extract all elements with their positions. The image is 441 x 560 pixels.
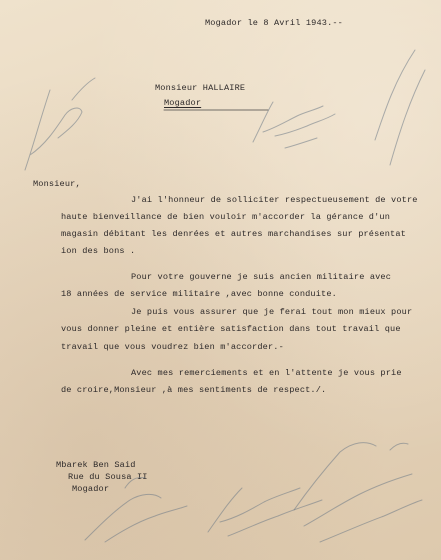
salutation: Monsieur, <box>33 179 81 189</box>
body-line: Pour votre gouverne je suis ancien militaire avec <box>131 272 392 282</box>
body-line: travail que vous voudrez bien m'accorder.- <box>61 342 284 352</box>
body-line: J'ai l'honneur de solliciter respectueusement de votre <box>131 195 418 205</box>
pencil-signature-bottom-right <box>280 430 430 555</box>
recipient-city: Mogador <box>164 98 202 108</box>
sender-street: Rue du Sousa II <box>68 472 148 482</box>
dateline: Mogador le 8 Avril 1943.-- <box>205 18 343 28</box>
body-line: 18 années de service militaire ,avec bonne conduite. <box>61 289 337 299</box>
body-line: haute bienveillance de bien vouloir m'accorder la gérance d'un <box>61 212 391 222</box>
pencil-signature-top-right <box>245 92 345 162</box>
body-line: Avec mes remerciements et en l'attente je vous prie <box>131 368 402 378</box>
pencil-signature-bottom-center <box>200 470 330 545</box>
recipient-name: Monsieur HALLAIRE <box>155 83 246 93</box>
body-line: de croire,Monsieur ,à mes sentiments de respect./. <box>61 385 327 395</box>
pencil-signature-top-left <box>10 60 100 180</box>
body-line: ion des bons . <box>61 246 136 256</box>
pencil-signature-bottom-left <box>75 470 195 550</box>
sender-name: Mbarek Ben Said <box>56 460 136 470</box>
pencil-mark-right-margin <box>355 40 435 180</box>
body-line: Je puis vous assurer que je ferai tout mon mieux pour <box>131 307 413 317</box>
body-line: vous donner pleine et entière satisfaction dans tout travail que <box>61 324 401 334</box>
body-line: magasin débitant les denrées et autres marchandises sur présentat <box>61 229 406 239</box>
sender-city: Mogador <box>72 484 110 494</box>
